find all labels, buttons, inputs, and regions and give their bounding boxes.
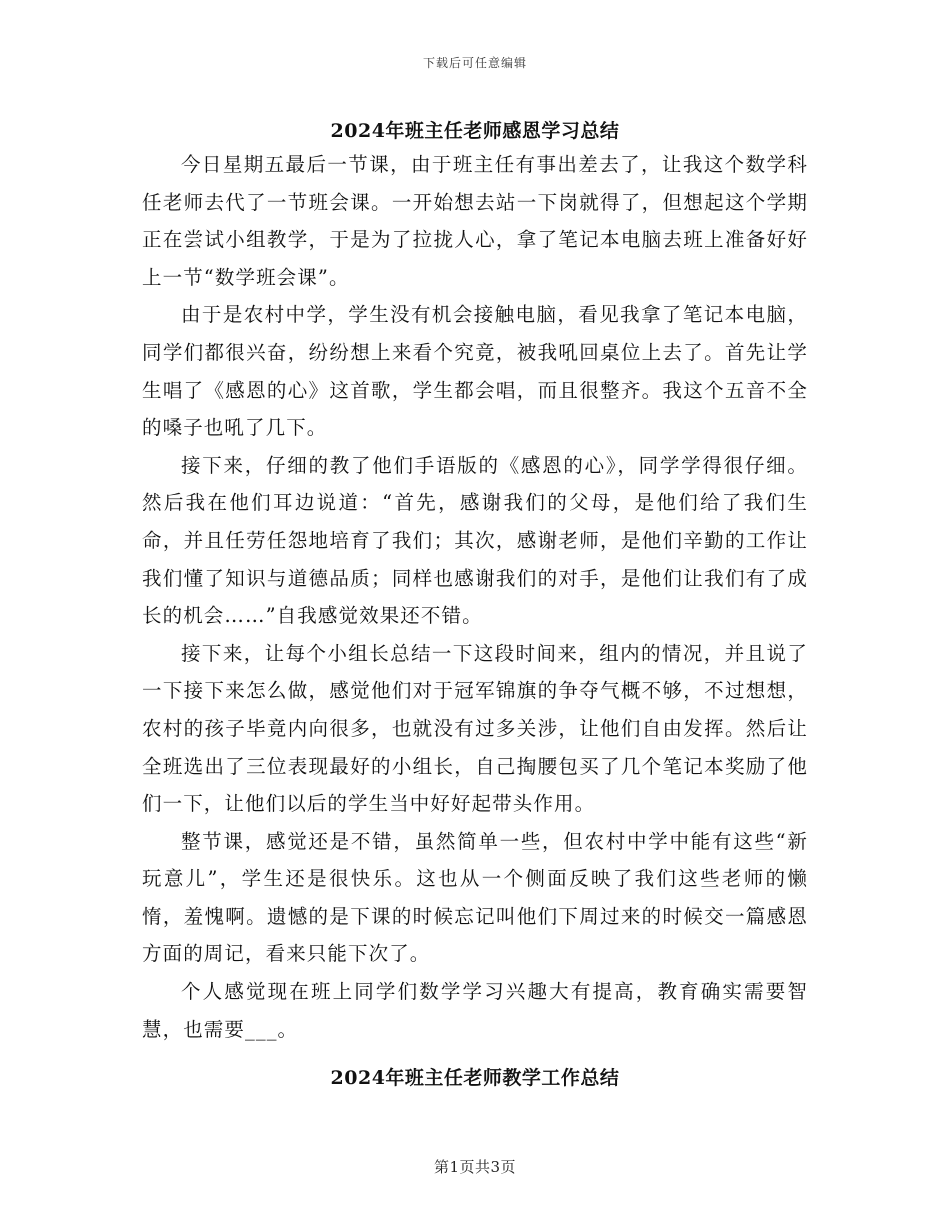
document-body <box>142 146 808 1098</box>
next-section-title: 2024年班主任老师教学工作总结 <box>330 1067 620 1090</box>
paragraph-6: 个人感觉现在班上同学们数学学习兴趣大有提高，教育确实需要智慧，也需要___。 <box>142 980 808 1041</box>
page-footer: 第1页共3页 <box>433 1158 517 1176</box>
paragraph-3: 接下来，仔细的教了他们手语版的《感恩的心》，同学学得很仔细。然后我在他们耳边说道：“首先，感谢我们的父母，是他们给了我们生命，并且任劳任怨地培育了我们；其次，感谢老师，是他们辛勤的工作让我们懂了知识与道德品质；同样也感谢我们的对手，是他们让我们有了成长的机会……”自我感觉效果还不错。 <box>142 453 808 628</box>
paragraph-2: 由于是农村中学，学生没有机会接触电脑，看见我拿了笔记本电脑，同学们都很兴奋，纷纷想上来看个究竟，被我吼回桌位上去了。首先让学生唱了《感恩的心》这首歌，学生都会唱，而且很整齐。我这个五音不全的嗓子也吼了几下。 <box>142 303 808 440</box>
paragraph-5: 整节课，感觉还是不错，虽然简单一些，但农村中学中能有这些“新玩意儿”，学生还是很快乐。这也从一个侧面反映了我们这些老师的懒惰，羞愧啊。遗憾的是下课的时候忘记叫他们下周过来的时候交一篇感恩方面的周记，看来只能下次了。 <box>142 829 808 966</box>
paragraph-1: 今日星期五最后一节课，由于班主任有事出差去了，让我这个数学科任老师去代了一节班会课。一开始想去站一下岗就得了，但想起这个学期正在尝试小组教学，于是为了拉拢人心，拿了笔记本电脑去班上准备好好上一节“数学班会课”。 <box>142 153 808 289</box>
header-note: 下载后可任意编辑 <box>422 56 527 70</box>
document-title: 2024年班主任老师感恩学习总结 <box>330 120 620 142</box>
paragraph-4: 接下来，让每个小组长总结一下这段时间来，组内的情况，并且说了一下接下来怎么做，感觉他们对于冠军锦旗的争夺气概不够，不过想想，农村的孩子毕竟内向很多，也就没有过多关涉，让他们自由发挥。然后让全班选出了三位表现最好的小组长，自己掏腰包买了几个笔记本奖励了他们一下，让他们以后的学生当中好好起带头作用。 <box>142 641 808 816</box>
